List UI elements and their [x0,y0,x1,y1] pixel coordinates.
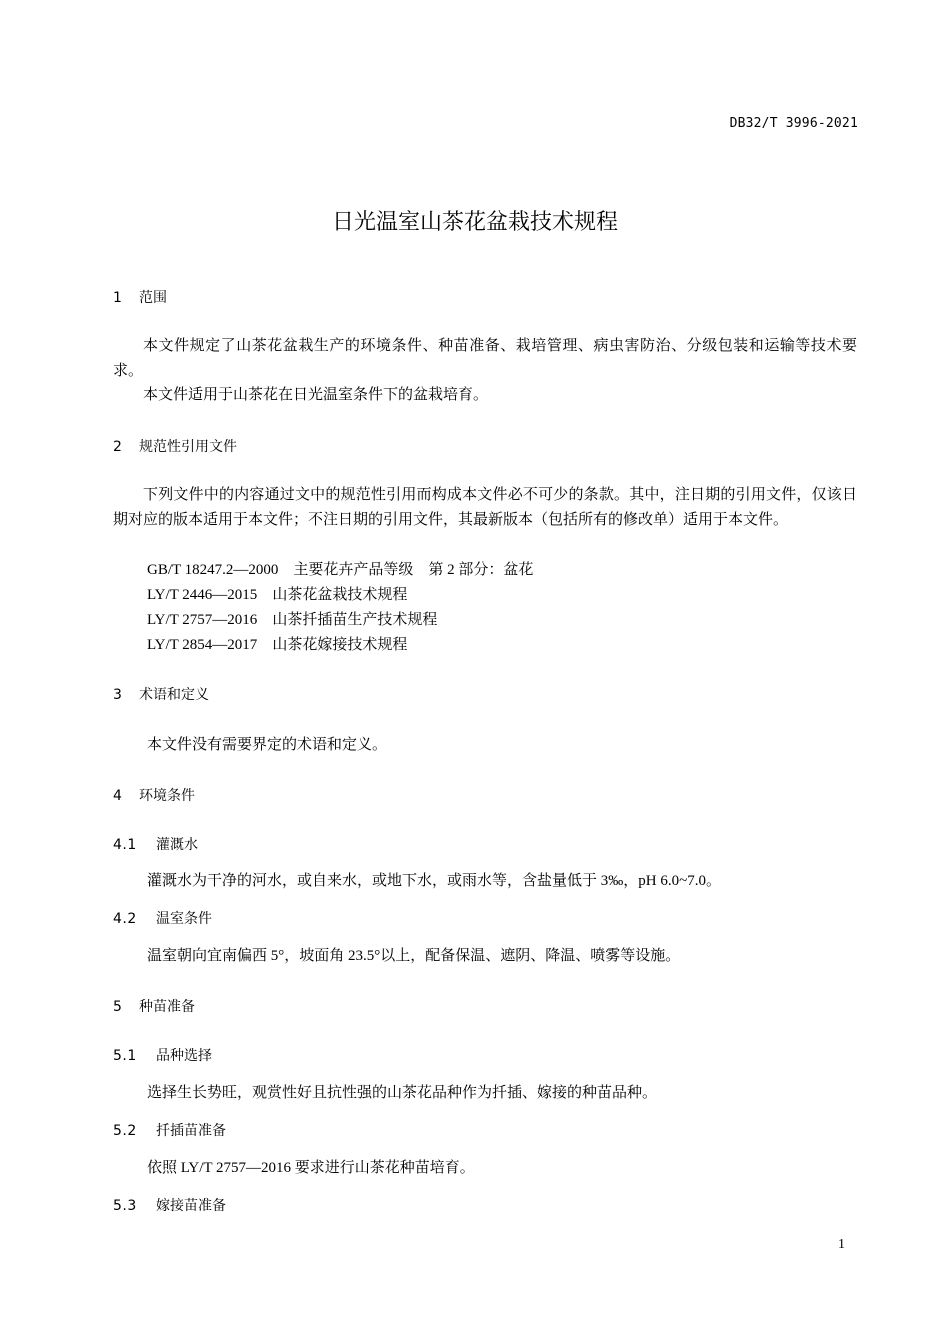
reference-item [147,608,437,629]
paragraph: 本文件适用于山茶花在日光温室条件下的盆栽培育。 [143,387,489,403]
paragraph: 下列文件中的内容通过文中的规范性引用而构成本文件必不可少的条款。其中，注日期的引用文件，仅该日期对应的版本适用于本文件；不注日期的引用文件，其最新版本（包括所有的修改单）适用于本文件。 [113,487,857,528]
subsection-heading-grafted-seedlings [113,1195,226,1215]
subsection-number: 5.1 [113,1048,137,1064]
subsection-heading-greenhouse [113,908,212,928]
section-title: 种苗准备 [139,999,195,1015]
reference-item [147,558,533,579]
section-title: 范围 [139,290,167,306]
section-title: 术语和定义 [139,687,209,703]
reference-title: 主要花卉产品等级 第 2 部分：盆花 [293,562,534,578]
subsection-number: 4.1 [113,837,137,853]
paragraph: 选择生长势旺，观赏性好且抗性强的山茶花品种作为扦插、嫁接的种苗品种。 [147,1085,658,1101]
section-title: 环境条件 [139,788,195,804]
reference-item [147,583,407,604]
subsection-number: 4.2 [113,911,137,927]
section-heading-terms [113,684,209,704]
section-heading-environment [113,785,195,805]
section-body-normative-references [113,483,857,532]
reference-title: 山茶花嫁接技术规程 [272,637,408,653]
section-number: 5 [113,999,122,1015]
reference-title: 山茶花盆栽技术规程 [272,587,408,603]
subsection-number: 5.3 [113,1198,137,1214]
page-title: 日光温室山茶花盆栽技术规程 [331,210,618,235]
section-title: 规范性引用文件 [139,439,237,455]
section-body-scope [113,334,857,408]
paragraph: 本文件没有需要界定的术语和定义。 [147,737,388,753]
subsection-title: 嫁接苗准备 [156,1198,226,1214]
subsection-title: 温室条件 [156,911,212,927]
section-heading-seedlings [113,996,195,1016]
reference-code: GB/T 18247.2—2000 [147,562,279,578]
subsection-title: 扦插苗准备 [156,1123,226,1139]
reference-item [147,633,407,654]
paragraph: 温室朝向宜南偏西 5°，坡面角 23.5°以上，配备保温、遮阴、降温、喷雾等设施。 [147,948,681,964]
section-number: 2 [113,439,122,455]
reference-title: 山茶扦插苗生产技术规程 [272,612,438,628]
reference-code: LY/T 2757—2016 [147,612,258,628]
reference-code: LY/T 2446—2015 [147,587,258,603]
paragraph: 依照 LY/T 2757—2016 要求进行山茶花种苗培育。 [147,1160,475,1176]
subsection-heading-cutting-seedlings [113,1120,226,1140]
subsection-title: 品种选择 [156,1048,212,1064]
subsection-number: 5.2 [113,1123,137,1139]
reference-code: LY/T 2854—2017 [147,637,258,653]
section-heading-scope [113,287,167,307]
document-number: DB32/T 3996-2021 [729,116,858,131]
paragraph: 本文件规定了山茶花盆栽生产的环境条件、种苗准备、栽培管理、病虫害防治、分级包装和运输等技术要求。 [113,338,857,379]
subsection-title: 灌溉水 [156,837,198,853]
section-number: 1 [113,290,122,306]
section-heading-normative-references [113,436,237,456]
subsection-heading-irrigation-water [113,834,198,854]
paragraph: 灌溉水为干净的河水，或自来水，或地下水，或雨水等，含盐量低于 3‰，pH 6.0~7.0。 [147,873,721,889]
subsection-heading-variety-selection [113,1045,212,1065]
section-number: 4 [113,788,122,804]
section-number: 3 [113,687,122,703]
page-number: 1 [838,1237,845,1252]
